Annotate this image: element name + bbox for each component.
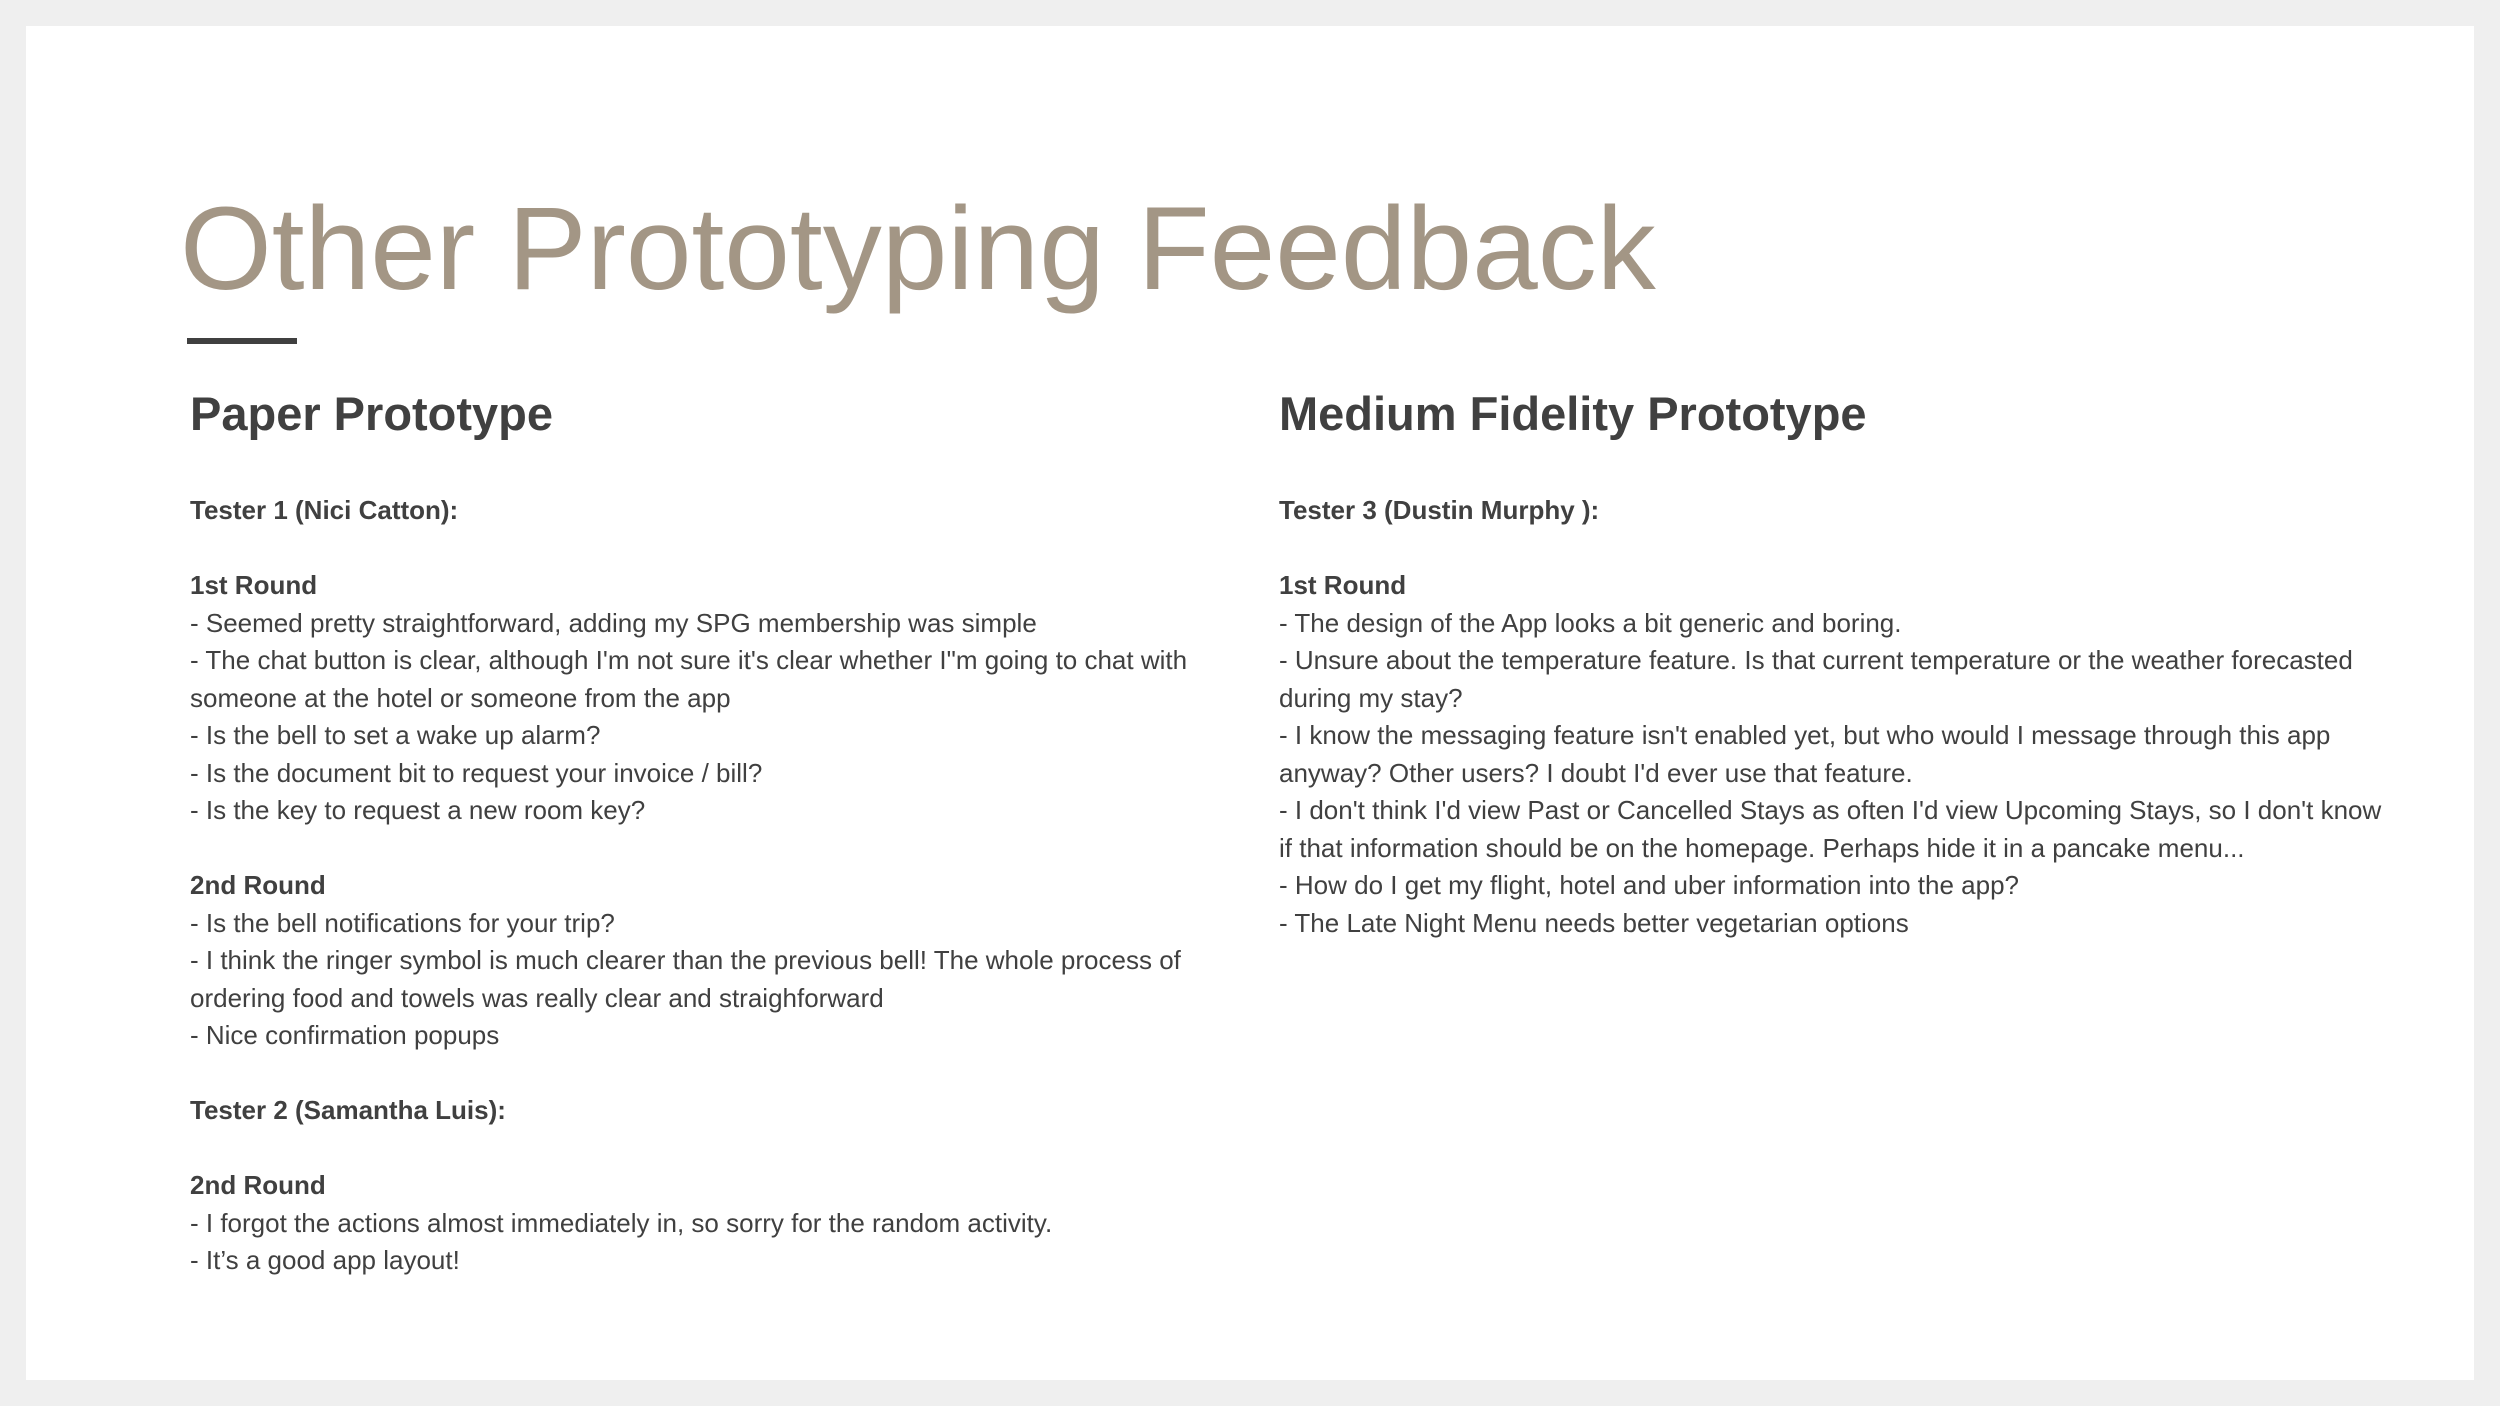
paper-prototype-heading: Paper Prototype	[190, 387, 554, 440]
feedback-line: - I forgot the actions almost immediately in, so sorry for the random activity.	[190, 1207, 1053, 1238]
medium-fidelity-column	[1279, 386, 2399, 942]
round-title: 2nd Round	[190, 870, 326, 901]
feedback-line: - Is the bell to set a wake up alarm?	[190, 720, 601, 751]
feedback-line: - The design of the App looks a bit generic and boring.	[1279, 607, 1902, 638]
feedback-line: - Nice confirmation popups	[190, 1020, 500, 1051]
tester-1-round-2	[190, 867, 1190, 1055]
feedback-line: - Seemed pretty straightforward, adding my SPG membership was simple	[190, 607, 1037, 638]
feedback-list	[190, 1205, 1190, 1280]
tester-1-name: Tester 1 (Nici Catton):	[190, 495, 459, 526]
feedback-line: - Is the key to request a new room key?	[190, 795, 646, 826]
feedback-list	[1279, 605, 2399, 943]
paper-prototype-column	[190, 386, 1190, 1280]
round-title: 2nd Round	[190, 1170, 326, 1201]
round-title: 1st Round	[1279, 570, 1407, 601]
feedback-line: - I know the messaging feature isn't enabled yet, but who would I message through this app anyway? Other users? I doubt I'd ever use that feature.	[1279, 720, 2331, 788]
medium-fidelity-heading: Medium Fidelity Prototype	[1279, 387, 1867, 440]
tester-2-name: Tester 2 (Samantha Luis):	[190, 1095, 506, 1126]
feedback-line: - I don't think I'd view Past or Cancelled Stays as often I'd view Upcoming Stays, so I don't know if that information should be on the homepage. Perhaps hide it in a pancake menu...	[1279, 795, 2382, 863]
slide	[26, 26, 2474, 1380]
feedback-line: - Unsure about the temperature feature. Is that current temperature or the weather forecasted during my stay?	[1279, 645, 2353, 713]
feedback-line: - Is the bell notifications for your trip?	[190, 907, 615, 938]
tester-2-round-2	[190, 1167, 1190, 1280]
feedback-line: - I think the ringer symbol is much clearer than the previous bell! The whole process of ordering food and towels was really clear and straighforward	[190, 945, 1181, 1013]
round-title: 1st Round	[190, 570, 318, 601]
tester-3-round-1	[1279, 567, 2399, 942]
tester-3-name: Tester 3 (Dustin Murphy ):	[1279, 495, 1600, 526]
feedback-line: - How do I get my flight, hotel and uber information into the app?	[1279, 870, 2019, 901]
feedback-list	[190, 905, 1190, 1055]
slide-title: Other Prototyping Feedback	[180, 183, 1656, 315]
feedback-line: - It’s a good app layout!	[190, 1245, 460, 1276]
tester-1-round-1	[190, 567, 1190, 830]
title-underline	[187, 338, 297, 344]
feedback-line: - Is the document bit to request your invoice / bill?	[190, 757, 763, 788]
feedback-list	[190, 605, 1190, 830]
feedback-line: - The chat button is clear, although I'm not sure it's clear whether I"m going to chat with someone at the hotel or someone from the app	[190, 645, 1188, 713]
feedback-line: - The Late Night Menu needs better vegetarian options	[1279, 907, 1909, 938]
